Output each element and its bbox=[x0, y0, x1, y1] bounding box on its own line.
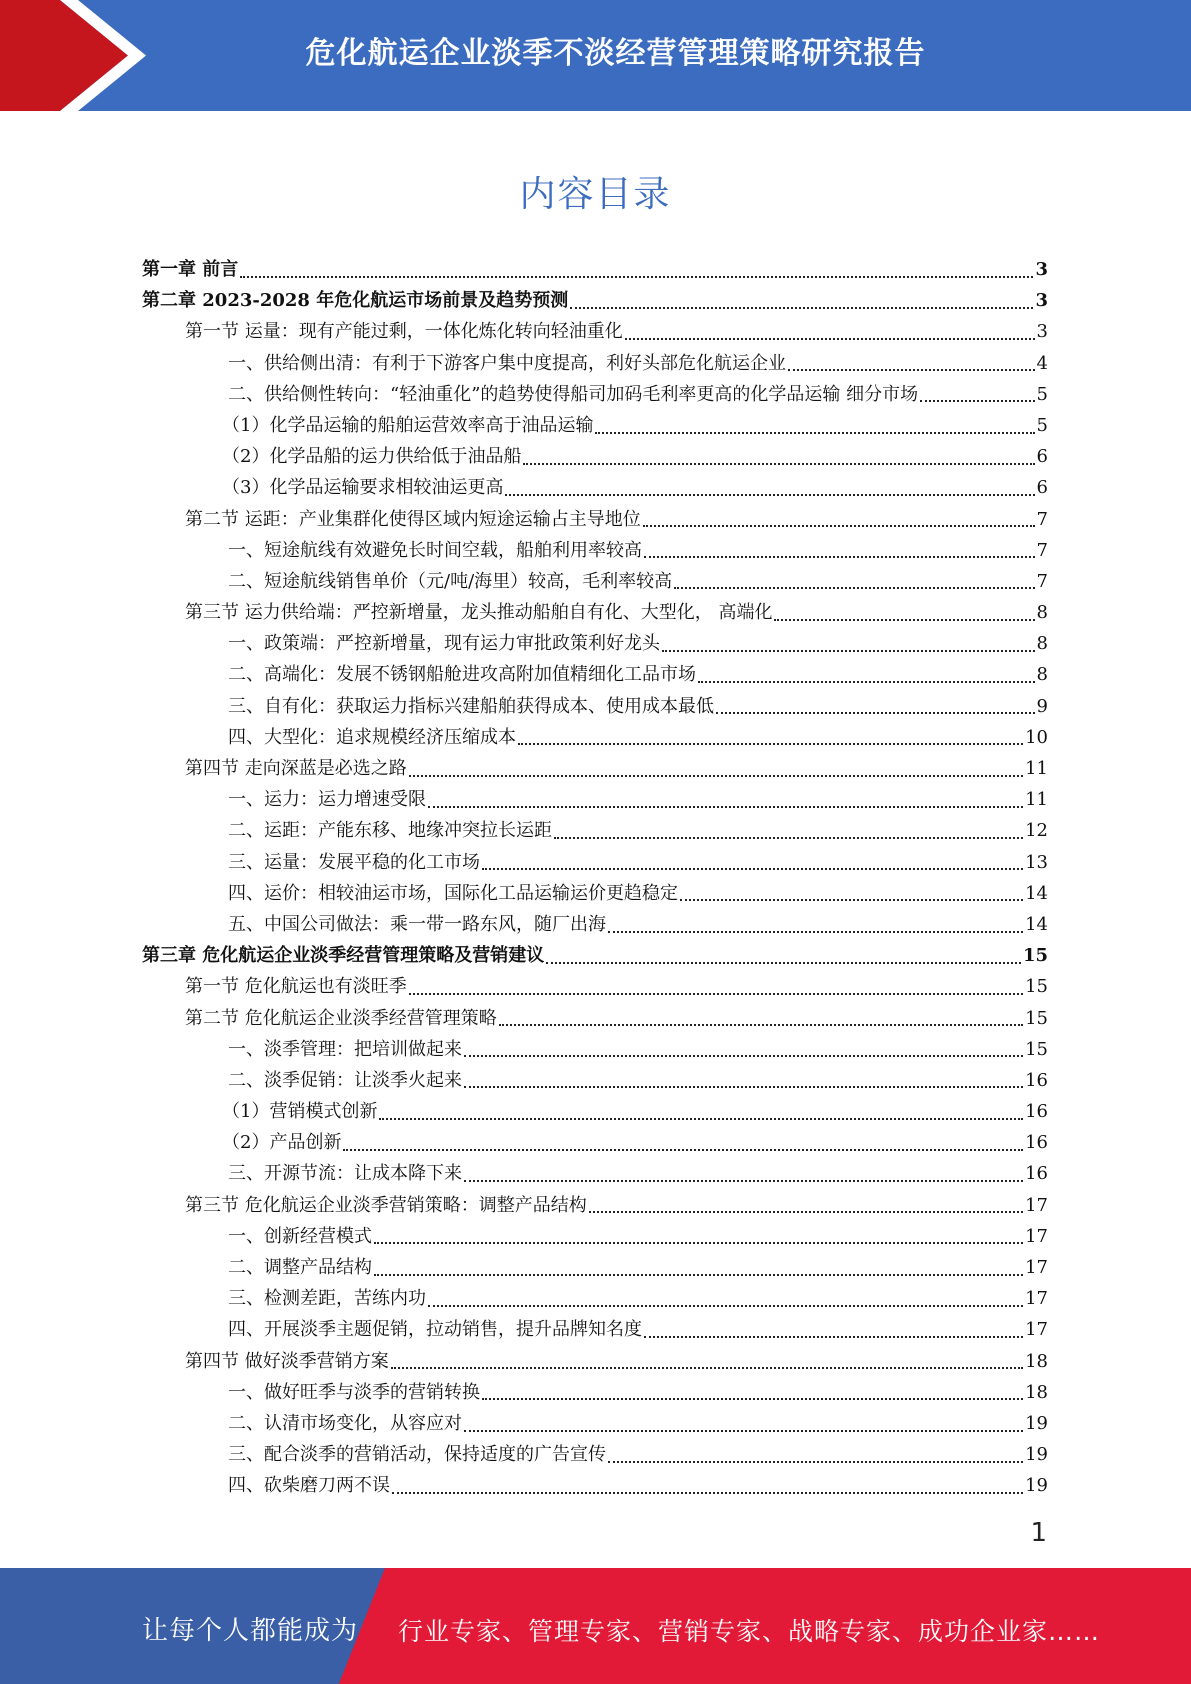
toc-entry-page: 8 bbox=[1036, 602, 1048, 624]
toc-entry[interactable] bbox=[142, 410, 1048, 441]
toc-dot-leader bbox=[464, 1180, 1023, 1182]
toc-dot-leader bbox=[499, 1024, 1023, 1026]
toc-entry-title: 第四节 走向深蓝是必选之路 bbox=[185, 758, 407, 779]
toc-entry[interactable] bbox=[142, 940, 1048, 971]
page-number: 1 bbox=[1030, 1518, 1047, 1548]
toc-dot-leader bbox=[554, 837, 1023, 839]
toc-entry-page: 19 bbox=[1025, 1412, 1048, 1434]
toc-dot-leader bbox=[409, 993, 1023, 995]
toc-entry-page: 3 bbox=[1035, 259, 1048, 280]
toc-entry[interactable] bbox=[142, 784, 1048, 815]
toc-dot-leader bbox=[716, 712, 1035, 714]
report-title: 危化航运企业淡季不淡经营管理策略研究报告 bbox=[305, 36, 926, 71]
toc-entry-title: 第二节 危化航运企业淡季经营管理策略 bbox=[185, 1007, 497, 1029]
toc-entry-title: （1）化学品运输的船舶运营效率高于油品运输 bbox=[222, 414, 594, 436]
toc-dot-leader bbox=[482, 868, 1023, 870]
toc-dot-leader bbox=[391, 1367, 1023, 1369]
toc-dot-leader bbox=[608, 1461, 1023, 1463]
toc-dot-leader bbox=[464, 1430, 1023, 1432]
toc-dot-leader bbox=[518, 743, 1023, 745]
toc-entry-page: 11 bbox=[1025, 758, 1048, 779]
toc-entry-title: 五、中国公司做法：乘一带一路东风，随厂出海 bbox=[228, 913, 606, 935]
toc-entry-page: 7 bbox=[1036, 570, 1048, 592]
toc-dot-leader bbox=[392, 1492, 1023, 1494]
toc-entry-page: 6 bbox=[1036, 477, 1048, 499]
toc-entry-title: 一、供给侧出清：有利于下游客户集中度提高，利好头部危化航运企业 bbox=[228, 352, 786, 374]
toc-entry[interactable] bbox=[142, 504, 1048, 535]
toc-dot-leader bbox=[428, 1305, 1023, 1307]
toc-dot-leader bbox=[464, 1055, 1023, 1057]
toc-entry-page: 14 bbox=[1025, 913, 1048, 935]
toc-dot-leader bbox=[644, 1336, 1023, 1338]
toc-entry[interactable] bbox=[142, 628, 1048, 659]
toc-entry[interactable] bbox=[142, 597, 1048, 628]
toc-entry[interactable] bbox=[142, 379, 1048, 410]
toc-entry-page: 17 bbox=[1025, 1194, 1048, 1216]
toc-entry[interactable] bbox=[142, 659, 1048, 690]
toc-entry[interactable] bbox=[142, 566, 1048, 597]
toc-entry-page: 19 bbox=[1025, 1475, 1048, 1497]
toc-dot-leader bbox=[482, 1398, 1023, 1400]
toc-entry-page: 16 bbox=[1025, 1163, 1048, 1185]
toc-entry-title: 三、自有化：获取运力指标兴建船舶获得成本、使用成本最低 bbox=[228, 695, 714, 717]
toc-dot-leader bbox=[589, 1211, 1023, 1213]
toc-entry-title: 第一节 危化航运也有淡旺季 bbox=[185, 976, 407, 998]
toc-dot-leader bbox=[625, 338, 1035, 340]
toc-entry-title: 二、高端化：发展不锈钢船舱进攻高附加值精细化工品市场 bbox=[228, 664, 696, 686]
toc-entry-title: 二、认清市场变化，从容应对 bbox=[228, 1412, 462, 1434]
toc-dot-leader bbox=[379, 1118, 1023, 1120]
page-header bbox=[0, 0, 1191, 111]
footer-slogan-left: 让每个人都能成为 bbox=[142, 1616, 359, 1646]
toc-dot-leader bbox=[374, 1242, 1023, 1244]
toc-entry[interactable] bbox=[142, 535, 1048, 566]
toc-entry-page: 8 bbox=[1036, 664, 1048, 686]
toc-entry-page: 17 bbox=[1025, 1257, 1048, 1278]
toc-entry-title: 二、运距：产能东移、地缘冲突拉长运距 bbox=[228, 820, 552, 842]
toc-dot-leader bbox=[523, 463, 1034, 465]
toc-entry-title: （3）化学品运输要求相较油运更高 bbox=[222, 477, 504, 499]
toc-entry[interactable] bbox=[142, 1127, 1048, 1158]
toc-entry-title: 一、创新经营模式 bbox=[228, 1225, 372, 1247]
toc-dot-leader bbox=[595, 432, 1034, 434]
toc-entry[interactable] bbox=[142, 1158, 1048, 1189]
toc-entry[interactable] bbox=[142, 254, 1048, 285]
toc-entry[interactable] bbox=[142, 971, 1048, 1002]
toc-entry[interactable] bbox=[142, 1096, 1048, 1127]
toc-entry-title: 第三章 危化航运企业淡季经营管理策略及营销建议 bbox=[142, 945, 545, 967]
toc-entry-title: 四、砍柴磨刀两不误 bbox=[228, 1475, 390, 1497]
toc-entry-page: 12 bbox=[1025, 820, 1048, 842]
toc-entry[interactable] bbox=[142, 1003, 1048, 1034]
toc-entry-page: 15 bbox=[1025, 1007, 1048, 1029]
toc-dot-leader bbox=[546, 962, 1021, 964]
toc-entry-page: 7 bbox=[1036, 508, 1048, 530]
toc-entry-page: 14 bbox=[1025, 882, 1048, 904]
toc-entry-page: 15 bbox=[1025, 976, 1048, 998]
toc-entry[interactable] bbox=[142, 1470, 1048, 1501]
toc-dot-leader bbox=[662, 650, 1035, 652]
toc-entry-title: 四、大型化：追求规模经济压缩成本 bbox=[228, 726, 516, 748]
toc-entry-title: 一、做好旺季与淡季的营销转换 bbox=[228, 1381, 480, 1403]
toc-entry-page: 17 bbox=[1025, 1225, 1048, 1247]
toc-entry-title: 第一章 前言 bbox=[142, 259, 239, 280]
toc-entry-page: 9 bbox=[1036, 695, 1048, 717]
toc-entry-title: 第四节 做好淡季营销方案 bbox=[185, 1350, 389, 1372]
toc-entry-title: 一、运力：运力增速受限 bbox=[228, 789, 426, 811]
toc-entry-page: 13 bbox=[1025, 851, 1048, 873]
toc-entry[interactable] bbox=[142, 1377, 1048, 1408]
toc-dot-leader bbox=[505, 494, 1034, 496]
toc-entry[interactable] bbox=[142, 285, 1048, 316]
toc-entry[interactable] bbox=[142, 472, 1048, 503]
toc-dot-leader bbox=[428, 806, 1023, 808]
toc-entry-page: 5 bbox=[1036, 414, 1048, 436]
toc-entry-title: 二、供给侧性转向：“轻油重化”的趋势使得船司加码毛利率更高的化学品运输 细分市场 bbox=[228, 383, 919, 405]
table-of-contents bbox=[142, 254, 1048, 1502]
toc-entry-page: 3 bbox=[1036, 321, 1048, 343]
toc-entry-title: 二、调整产品结构 bbox=[228, 1257, 372, 1278]
toc-entry[interactable] bbox=[142, 1439, 1048, 1470]
toc-entry[interactable] bbox=[142, 909, 1048, 940]
toc-entry[interactable] bbox=[142, 1221, 1048, 1252]
toc-entry-title: 第一节 运量：现有产能过剩，一体化炼化转向轻油重化 bbox=[185, 321, 623, 343]
toc-dot-leader bbox=[788, 369, 1035, 371]
toc-entry-page: 4 bbox=[1036, 352, 1048, 374]
toc-entry-title: 一、政策端：严控新增量，现有运力审批政策利好龙头 bbox=[228, 633, 660, 655]
toc-entry-page: 15 bbox=[1025, 1038, 1048, 1060]
toc-entry[interactable] bbox=[142, 348, 1048, 379]
toc-entry-page: 10 bbox=[1025, 726, 1048, 748]
toc-entry-title: 三、检测差距，苦练内功 bbox=[228, 1288, 426, 1310]
toc-entry[interactable] bbox=[142, 1346, 1048, 1377]
toc-entry-page: 19 bbox=[1025, 1444, 1048, 1466]
toc-entry-title: （1）营销模式创新 bbox=[222, 1101, 378, 1123]
toc-entry-page: 16 bbox=[1025, 1101, 1048, 1123]
toc-entry-title: 三、配合淡季的营销活动，保持适度的广告宣传 bbox=[228, 1444, 606, 1466]
toc-entry-title: （2）化学品船的运力供给低于油品船 bbox=[222, 446, 522, 468]
toc-dot-leader bbox=[464, 1086, 1023, 1088]
toc-entry[interactable] bbox=[142, 753, 1048, 784]
toc-entry-page: 16 bbox=[1025, 1132, 1048, 1154]
toc-entry[interactable] bbox=[142, 815, 1048, 846]
footer-slogan-right: 行业专家、管理专家、营销专家、战略专家、成功企业家…… bbox=[398, 1617, 1101, 1646]
toc-entry-title: 四、运价：相较油运市场，国际化工品运输运价更趋稳定 bbox=[228, 882, 678, 904]
toc-entry-page: 7 bbox=[1036, 539, 1048, 561]
toc-entry-page: 5 bbox=[1036, 383, 1048, 405]
toc-entry[interactable] bbox=[142, 878, 1048, 909]
toc-dot-leader bbox=[374, 1274, 1023, 1276]
toc-entry-title: 一、淡季管理：把培训做起来 bbox=[228, 1038, 462, 1060]
toc-entry-page: 16 bbox=[1025, 1069, 1048, 1091]
toc-entry[interactable] bbox=[142, 441, 1048, 472]
toc-entry[interactable] bbox=[142, 1314, 1048, 1345]
toc-entry[interactable] bbox=[142, 1190, 1048, 1221]
toc-entry[interactable] bbox=[142, 1408, 1048, 1439]
toc-dot-leader bbox=[698, 681, 1035, 683]
toc-entry-page: 3 bbox=[1035, 290, 1048, 312]
toc-entry-title: 二、短途航线销售单价（元/吨/海里）较高，毛利率较高 bbox=[228, 570, 673, 592]
toc-entry-page: 8 bbox=[1036, 633, 1048, 655]
toc-entry-page: 18 bbox=[1025, 1350, 1048, 1372]
toc-heading: 内容目录 bbox=[519, 174, 672, 215]
toc-dot-leader bbox=[680, 899, 1023, 901]
toc-entry[interactable] bbox=[142, 1034, 1048, 1065]
toc-dot-leader bbox=[409, 775, 1023, 777]
toc-entry-page: 11 bbox=[1025, 789, 1048, 811]
toc-dot-leader bbox=[774, 619, 1034, 621]
toc-dot-leader bbox=[643, 525, 1035, 527]
toc-entry-page: 18 bbox=[1025, 1381, 1048, 1403]
toc-entry[interactable] bbox=[142, 1283, 1048, 1314]
toc-entry-title: 三、运量：发展平稳的化工市场 bbox=[228, 851, 480, 873]
toc-entry[interactable] bbox=[142, 1252, 1048, 1283]
toc-dot-leader bbox=[343, 1149, 1023, 1151]
toc-dot-leader bbox=[644, 556, 1035, 558]
toc-entry-page: 17 bbox=[1025, 1319, 1048, 1341]
toc-entry[interactable] bbox=[142, 316, 1048, 347]
toc-entry[interactable] bbox=[142, 1065, 1048, 1096]
toc-entry-title: 二、淡季促销：让淡季火起来 bbox=[228, 1069, 462, 1091]
toc-entry[interactable] bbox=[142, 691, 1048, 722]
toc-entry-title: 第三节 运力供给端：严控新增量，龙头推动船舶自有化、大型化， 高端化 bbox=[185, 602, 773, 624]
toc-dot-leader bbox=[570, 307, 1033, 309]
toc-dot-leader bbox=[674, 587, 1034, 589]
toc-entry-title: 第二章 2023-2028 年危化航运市场前景及趋势预测 bbox=[142, 290, 569, 312]
page-footer bbox=[0, 1568, 1191, 1684]
toc-dot-leader bbox=[608, 931, 1023, 933]
toc-entry-title: 三、开源节流：让成本降下来 bbox=[228, 1163, 462, 1185]
toc-dot-leader bbox=[920, 400, 1034, 402]
toc-dot-leader bbox=[240, 276, 1033, 278]
toc-entry-title: 四、开展淡季主题促销，拉动销售，提升品牌知名度 bbox=[228, 1319, 642, 1341]
toc-entry-page: 6 bbox=[1036, 446, 1048, 468]
toc-entry-page: 15 bbox=[1022, 945, 1048, 967]
toc-entry-title: 第二节 运距：产业集群化使得区域内短途运输占主导地位 bbox=[185, 508, 641, 530]
toc-entry[interactable] bbox=[142, 847, 1048, 878]
toc-entry-title: 一、短途航线有效避免长时间空载，船舶利用率较高 bbox=[228, 539, 642, 561]
toc-entry[interactable] bbox=[142, 722, 1048, 753]
toc-entry-title: 第三节 危化航运企业淡季营销策略：调整产品结构 bbox=[185, 1194, 587, 1216]
toc-entry-page: 17 bbox=[1025, 1288, 1048, 1310]
toc-entry-title: （2）产品创新 bbox=[222, 1132, 342, 1154]
